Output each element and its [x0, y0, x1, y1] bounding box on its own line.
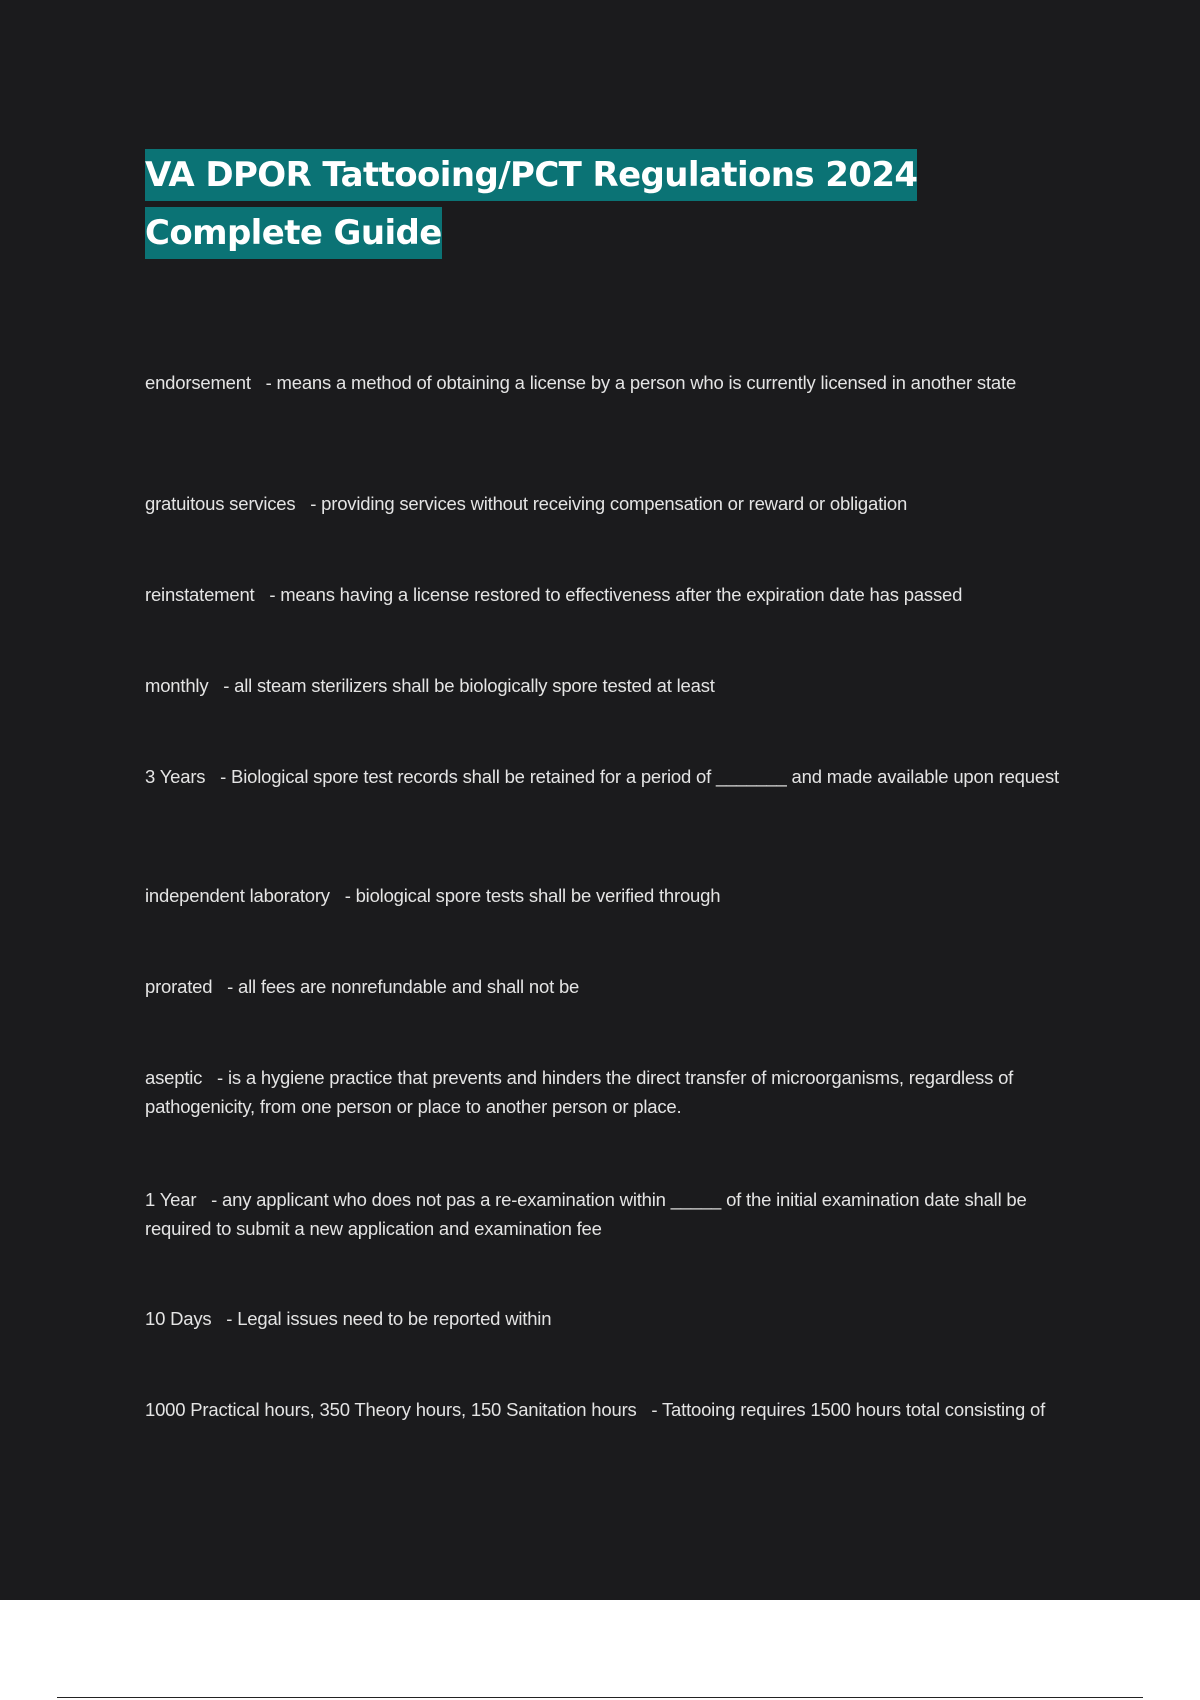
flashcard-entry	[145, 762, 1085, 791]
flashcard-entry	[145, 1185, 1085, 1243]
entry-term: 3 Years	[145, 766, 206, 787]
entry-definition: - all steam sterilizers shall be biologically spore tested at least	[223, 675, 715, 696]
entry-term: aseptic	[145, 1067, 203, 1088]
flashcard-entry	[145, 368, 1085, 397]
entry-definition: - biological spore tests shall be verified through	[344, 885, 721, 906]
entry-definition: - all fees are nonrefundable and shall not be	[227, 976, 580, 997]
flashcard-entry	[145, 881, 1085, 910]
flashcard-entry	[145, 1304, 1085, 1333]
flashcard-entry	[145, 972, 1085, 1001]
flashcard-entry	[145, 1063, 1085, 1121]
flashcard-entry	[145, 580, 1085, 609]
entry-term: 1000 Practical hours, 350 Theory hours, 150 Sanitation hours	[145, 1399, 637, 1420]
entry-definition: - providing services without receiving compensation or reward or obligation	[310, 493, 908, 514]
title-line-2: Complete Guide	[145, 207, 442, 259]
entry-definition: - Biological spore test records shall be retained for a period of _______ and made available upon request	[220, 766, 1059, 787]
flashcard-entry	[145, 671, 1085, 700]
entry-term: monthly	[145, 675, 209, 696]
entry-term: gratuitous services	[145, 493, 296, 514]
entry-term: prorated	[145, 976, 213, 997]
entry-term: 1 Year	[145, 1189, 197, 1210]
entry-definition: - is a hygiene practice that prevents and hinders the direct transfer of microorganisms, regardless of pathogenicity, from one person or place to another person or place.	[145, 1067, 1014, 1117]
entry-definition: - means a method of obtaining a license by a person who is currently licensed in another state	[265, 372, 1017, 393]
flashcard-entry	[145, 489, 1085, 518]
entry-term: independent laboratory	[145, 885, 330, 906]
entry-definition: - any applicant who does not pas a re-examination within _____ of the initial examination date shall be required to submit a new application and examination fee	[145, 1189, 1027, 1239]
flashcard-entry	[145, 1395, 1085, 1424]
entry-definition: - Tattooing requires 1500 hours total consisting of	[651, 1399, 1046, 1420]
document-title	[145, 146, 945, 262]
entry-definition: - means having a license restored to effectiveness after the expiration date has passed	[269, 584, 963, 605]
entry-term: reinstatement	[145, 584, 255, 605]
page-divider	[57, 1697, 1143, 1698]
entry-term: endorsement	[145, 372, 251, 393]
entry-definition: - Legal issues need to be reported within	[226, 1308, 552, 1329]
entry-term: 10 Days	[145, 1308, 212, 1329]
title-line-1: VA DPOR Tattooing/PCT Regulations 2024	[145, 149, 917, 201]
